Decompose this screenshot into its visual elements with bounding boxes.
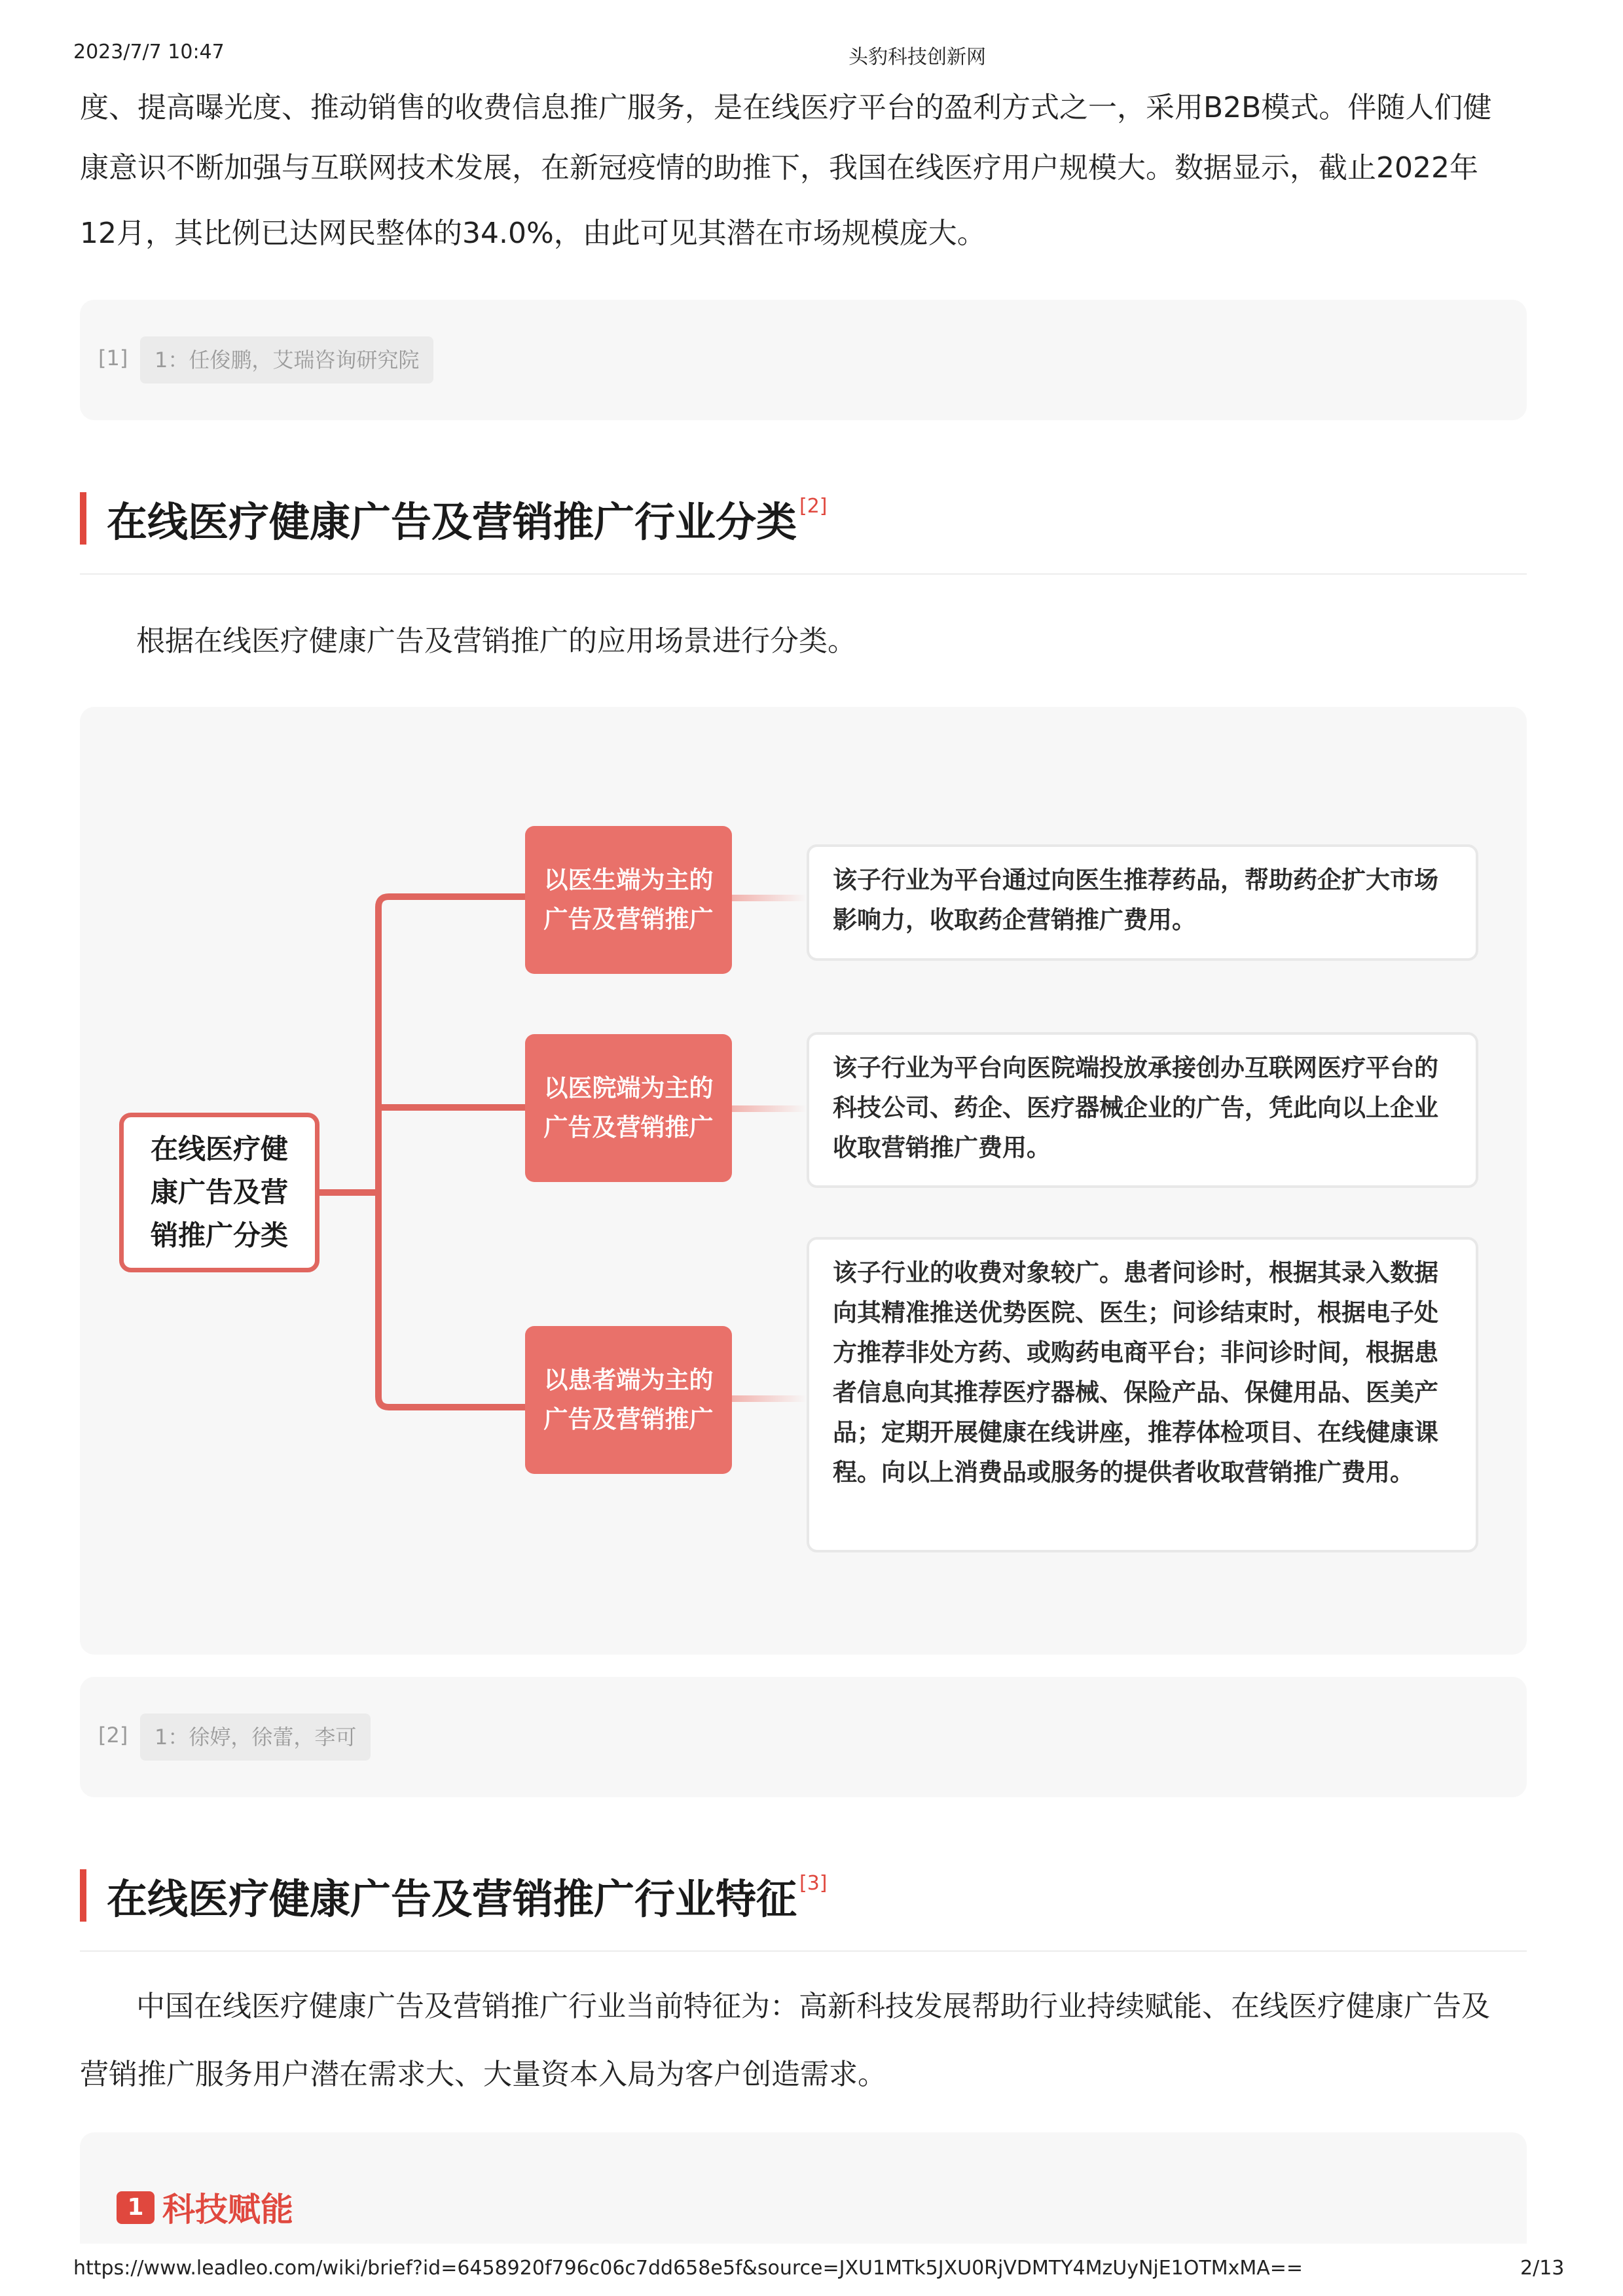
intro-line-3: 12月，其比例已达网民整体的34.0%，由此可见其潜在市场规模庞大。	[80, 217, 986, 250]
print-datetime: 2023/7/7 10:47	[73, 41, 225, 63]
footnote-ref-2[interactable]: [2]	[799, 495, 828, 518]
intro-line-1: 度、提高曝光度、推动销售的收费信息推广服务，是在线医疗平台的盈利方式之一，采用B2B模式。伴随人们健	[80, 91, 1492, 124]
section-accent-bar	[80, 1869, 86, 1922]
section-title-classification: 在线医疗健康广告及营销推广行业分类 [2]	[107, 495, 828, 546]
page-number: 2/13	[1520, 2257, 1565, 2280]
reference-box-2	[80, 1677, 1527, 1797]
section-divider	[80, 573, 1527, 575]
desc-doctor: 该子行业为平台通过向医生推荐药品，帮助药企扩大市场影响力，收取药企营销推广费用。	[807, 844, 1478, 961]
section-accent-bar	[80, 492, 86, 545]
reference-box-1	[80, 300, 1527, 420]
desc-hospital: 该子行业为平台向医院端投放承接创办互联网医疗平台的科技公司、药企、医疗器械企业的广告，凭此向以上企业收取营销推广费用。	[807, 1032, 1478, 1188]
feature-card	[80, 2132, 1527, 2244]
branch-patient: 以患者端为主的广告及营销推广	[525, 1326, 732, 1474]
branch-hospital: 以医院端为主的广告及营销推广	[525, 1034, 732, 1182]
reference-number: [1]	[98, 346, 128, 370]
branch-link-patient	[732, 1395, 807, 1402]
section-divider	[80, 1950, 1527, 1952]
features-line-2: 营销推广服务用户潜在需求大、大量资本入局为客户创造需求。	[80, 2058, 886, 2091]
reference-number: [2]	[98, 1723, 128, 1748]
branch-doctor: 以医生端为主的广告及营销推广	[525, 826, 732, 974]
classification-diagram	[80, 707, 1527, 1655]
intro-line-2: 康意识不断加强与互联网技术发展，在新冠疫情的助推下，我国在线医疗用户规模大。数据显示，截止2022年	[80, 151, 1478, 185]
branch-link-doctor	[732, 895, 807, 901]
feature-number-badge: 1	[117, 2191, 155, 2224]
branch-link-hospital	[732, 1105, 807, 1112]
features-line-1: 中国在线医疗健康广告及营销推广行业当前特征为：高新科技发展帮助行业持续赋能、在线医疗健康广告及	[136, 1990, 1490, 2023]
section-intro-text: 根据在线医疗健康广告及营销推广的应用场景进行分类。	[136, 624, 856, 658]
diagram-root-node: 在线医疗健康广告及营销推广分类	[119, 1113, 319, 1272]
reference-tag[interactable]: 1：任俊鹏，艾瑞咨询研究院	[140, 336, 433, 384]
section-title-features: 在线医疗健康广告及营销推广行业特征 [3]	[107, 1872, 828, 1923]
site-name: 头豹科技创新网	[848, 46, 986, 69]
footnote-ref-3[interactable]: [3]	[799, 1872, 828, 1895]
footer-url: https://www.leadleo.com/wiki/brief?id=6458920f796c06c7dd658e5f&source=JXU1MTk5JXU0RjVDMTY4MzUyNjE1OTMxMA==	[73, 2257, 1304, 2280]
desc-patient: 该子行业的收费对象较广。患者问诊时，根据其录入数据向其精准推送优势医院、医生；问诊结束时，根据电子处方推荐非处方药、或购药电商平台；非问诊时间，根据患者信息向其推荐医疗器械、保险产品、保健用品、医美产品；定期开展健康在线讲座，推荐体检项目、在线健康课程。向以上消费品或服务的提供者收取营销推广费用。	[807, 1237, 1478, 1552]
reference-tag[interactable]: 1：徐婷，徐蕾，李可	[140, 1713, 371, 1761]
feature-title: 科技赋能	[162, 2191, 293, 2229]
